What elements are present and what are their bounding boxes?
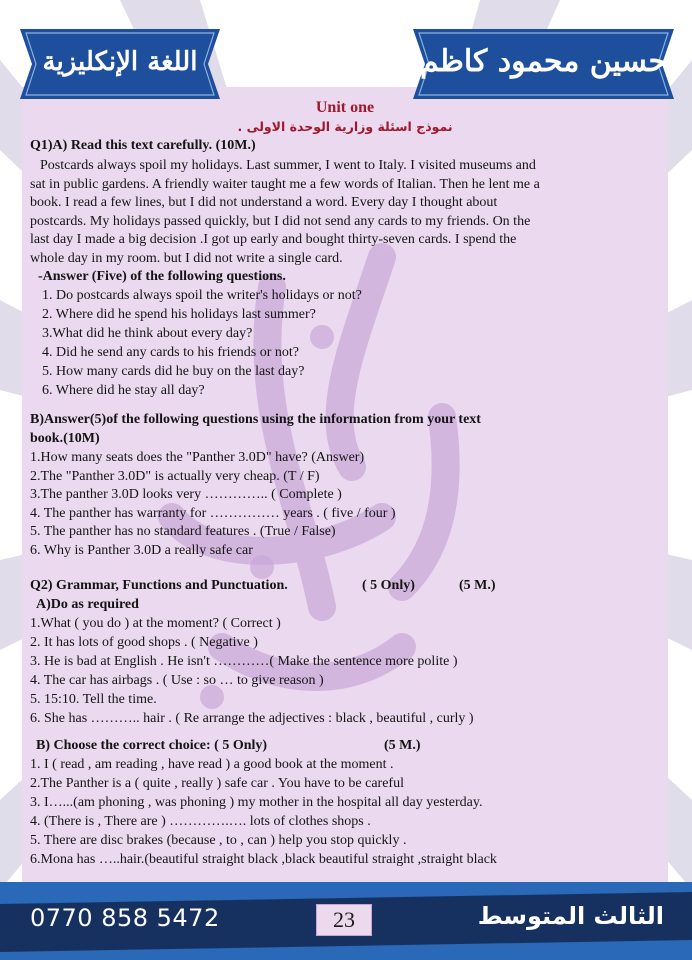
q2b-marks: (5 M.) xyxy=(384,738,421,753)
q2b-item: 3. I…...(am phoning , was phoning ) my mother in the hospital all day yesterday. xyxy=(30,795,483,810)
q1-title: Q1)A) Read this text carefully. (10M.) xyxy=(30,138,256,153)
q1b-title-cont: book.(10M) xyxy=(30,431,100,446)
q1-question: 2. Where did he spend his holidays last summer? xyxy=(42,307,316,322)
q1b-question: 2.The "Panther 3.0D" is actually very cheap. (T / F) xyxy=(30,468,320,484)
q2a-item: 1.What ( you do ) at the moment? ( Correct ) xyxy=(30,616,281,631)
q1-question: 3.What did he think about every day? xyxy=(42,326,253,341)
q2a-item: 3. He is bad at English . He isn't …………( Make the sentence more polite ) xyxy=(30,654,458,669)
q2a-item: 5. 15:10. Tell the time. xyxy=(30,692,157,707)
q2a-item: 4. The car has airbags . ( Use : so … to give reason ) xyxy=(30,673,324,688)
q2-only: ( 5 Only) xyxy=(362,578,415,593)
q1b-question: 1.How many seats does the "Panther 3.0D" have? (Answer) xyxy=(30,450,365,465)
worksheet-paper xyxy=(22,87,668,887)
q1-question: 1. Do postcards always spoil the writer's holidays or not? xyxy=(42,288,362,303)
q1b-question: 5. The panther has no standard features . (True / False) xyxy=(30,524,336,539)
q2a-item: 6. She has ……….. hair . ( Re arrange the adjectives : black , beautiful , curly ) xyxy=(30,711,474,726)
page-number: 23 xyxy=(316,904,372,936)
q2b-item: 2.The Panther is a ( quite , really ) safe car . You have to be careful xyxy=(30,776,404,791)
q2-title: Q2) Grammar, Functions and Punctuation. xyxy=(30,578,288,593)
q2b-item: 4. (There is , There are ) ………….…. lots of clothes shops . xyxy=(30,814,371,829)
q1b-question: 3.The panther 3.0D looks very ………….. ( Complete ) xyxy=(30,487,342,502)
q2-marks: (5 M.) xyxy=(459,578,496,593)
q2a-title: A)Do as required xyxy=(36,597,139,612)
q1-question: 6. Where did he stay all day? xyxy=(42,383,205,398)
q2b-item: 6.Mona has …..hair.(beautiful straight black ,black beautiful straight ,straight black xyxy=(30,852,497,867)
q2b-item: 1. I ( read , am reading , have read ) a good book at the moment . xyxy=(30,757,394,772)
arabic-subtitle: نموذج اسئلة وزارية الوحدة الاولى . xyxy=(237,119,453,134)
passage-line: book. I read a few lines, but I did not understand a word. Every day I thought about xyxy=(30,195,498,210)
author-banner xyxy=(413,29,674,99)
q1b-title: B)Answer(5)of the following questions using the information from your text xyxy=(30,412,481,427)
passage-line: Postcards always spoil my holidays. Last summer, I went to Italy. I visited museums and xyxy=(40,158,536,173)
grade-label: الثالث المتوسط xyxy=(477,902,664,930)
q2b-item: 5. There are disc brakes (because , to , can ) help you stop quickly . xyxy=(30,833,407,848)
phone-number: 0770 858 5472 xyxy=(30,904,220,932)
footer-bar xyxy=(0,882,692,960)
author-banner-text: حسين محمود كاظم xyxy=(420,44,667,79)
q2b-title: B) Choose the correct choice: ( 5 Only) xyxy=(36,738,268,753)
q1-question: 4. Did he send any cards to his friends or not? xyxy=(42,345,299,360)
q1b-question: 4. The panther has warranty for …………… years . ( five / four ) xyxy=(30,505,396,521)
subject-banner xyxy=(20,29,220,99)
passage-line: last day I made a big decision .I got up early and bought thirty-seven cards. I spend the xyxy=(30,232,517,247)
passage-line: whole day in my room. but I did not write a single card. xyxy=(30,250,343,266)
q2a-item: 2. It has lots of good shops . ( Negative ) xyxy=(30,635,258,650)
passage-line: sat in public gardens. A friendly waiter taught me a few words of Italian. Then he lent me a xyxy=(30,176,540,192)
q1-instruction: -Answer (Five) of the following questions. xyxy=(38,269,286,284)
passage-line: postcards. My holidays passed quickly, but I did not send any cards to my friends. On the xyxy=(30,213,531,229)
unit-title: Unit one xyxy=(315,99,375,116)
q1-question: 5. How many cards did he buy on the last day? xyxy=(42,364,305,379)
subject-banner-text: اللغة الإنكليزية xyxy=(42,47,198,77)
q1b-question: 6. Why is Panther 3.0D a really safe car xyxy=(30,542,253,558)
